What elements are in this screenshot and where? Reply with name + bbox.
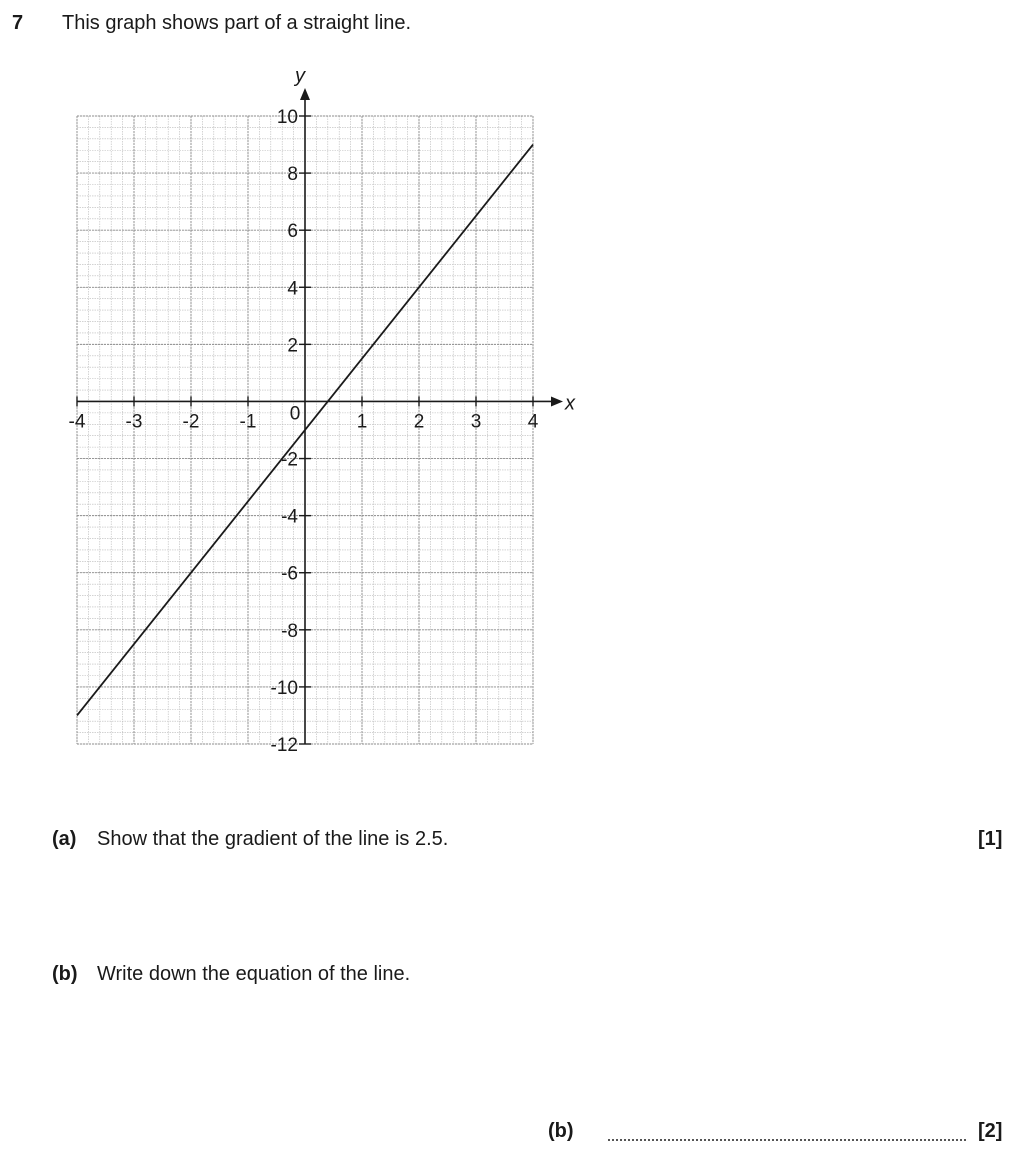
x-axis-label: x xyxy=(565,392,575,415)
y-axis-arrow xyxy=(300,88,310,100)
y-tick-label: 10 xyxy=(276,107,298,128)
y-tick-label: -4 xyxy=(281,506,298,528)
y-tick-label: 2 xyxy=(287,335,298,357)
y-tick-label: 4 xyxy=(287,278,298,300)
x-tick-label: -1 xyxy=(239,411,257,433)
tick-labels xyxy=(69,65,576,756)
x-tick-label: -4 xyxy=(68,411,86,433)
part-a-marks: [1] xyxy=(978,828,1003,850)
x-tick-label: -3 xyxy=(125,411,143,433)
y-tick-label: -12 xyxy=(270,735,298,756)
y-tick-label: -2 xyxy=(281,449,298,471)
x-tick-label: 2 xyxy=(413,411,425,433)
axes xyxy=(77,88,563,744)
answer-label-b: (b) xyxy=(548,1120,574,1142)
part-b-label: (b) xyxy=(52,963,78,985)
question-text: This graph shows part of a straight line. xyxy=(62,12,412,34)
y-tick-label: -10 xyxy=(270,677,298,699)
y-tick-label: -6 xyxy=(281,563,298,585)
x-tick-label: 1 xyxy=(356,411,368,433)
part-b-text: Write down the equation of the line. xyxy=(97,963,411,985)
x-tick-label: 3 xyxy=(470,411,482,433)
part-b-marks: [2] xyxy=(978,1120,1003,1142)
x-tick-label: 4 xyxy=(527,411,539,433)
question-number: 7 xyxy=(12,12,24,34)
x-tick-label: 0 xyxy=(289,403,301,425)
y-tick-label: 6 xyxy=(287,221,298,243)
x-axis-arrow xyxy=(551,396,563,406)
answer-line-b[interactable] xyxy=(608,1139,966,1141)
part-a-label: (a) xyxy=(52,828,77,850)
x-tick-label: -2 xyxy=(182,411,200,433)
y-tick-label: 8 xyxy=(287,164,298,186)
y-tick-label: -8 xyxy=(281,620,298,642)
y-axis-label: y xyxy=(295,65,305,87)
part-a-text: Show that the gradient of the line is 2.5. xyxy=(97,828,449,850)
